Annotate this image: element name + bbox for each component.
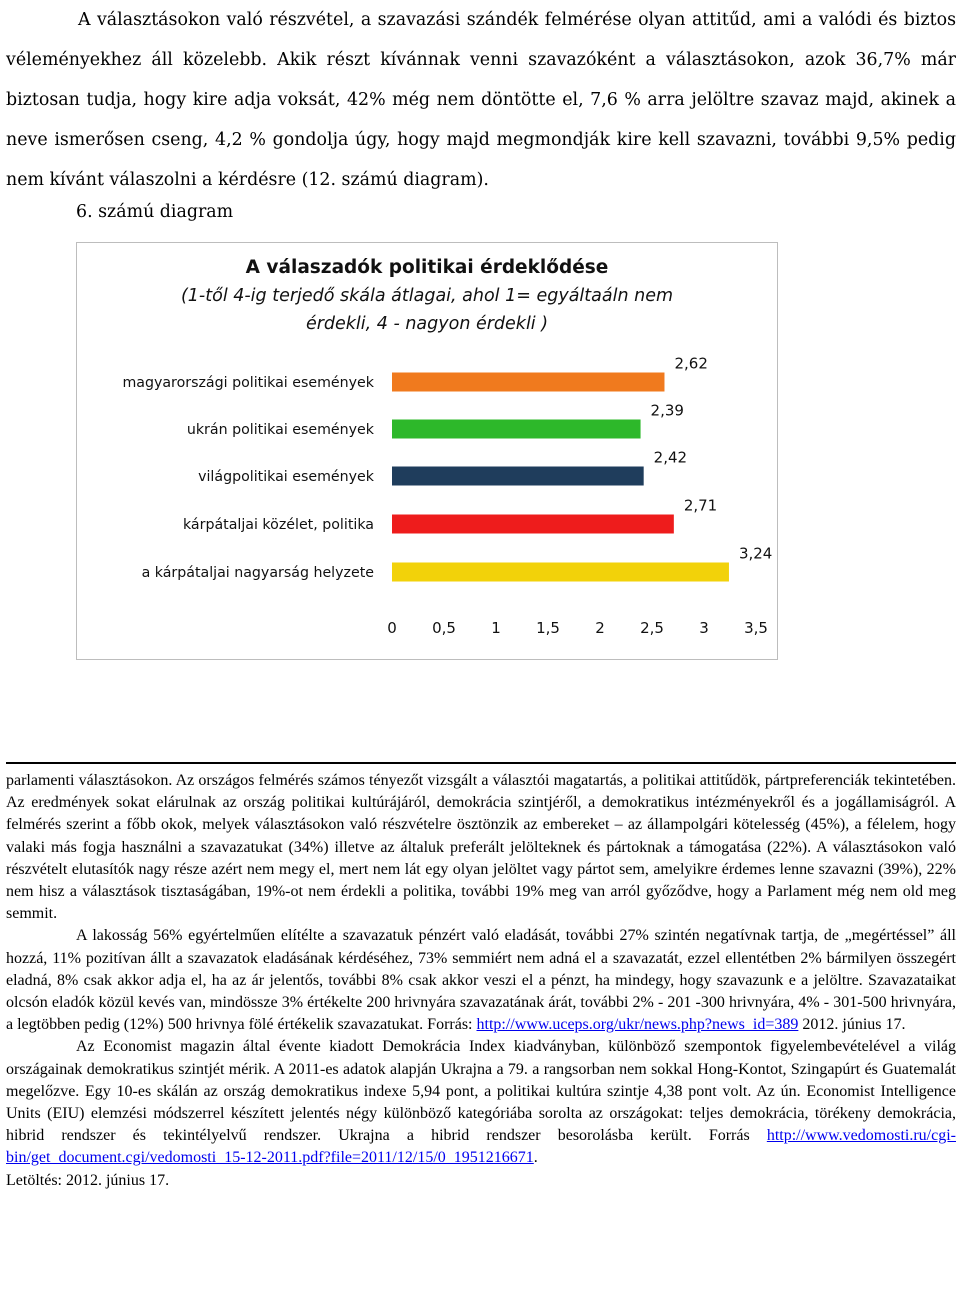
category-label: a kárpátaljai nagyarság helyzete — [141, 565, 374, 581]
source-link-vedomosti[interactable]: http://www.vedomosti.ru/cgi-bin/get_document.cgi/vedomosti_15-12-2011.pdf?file=2011/12/15/0_1951216671 — [6, 1127, 956, 1167]
footnote-rule — [6, 762, 956, 764]
x-tick-label: 3 — [699, 619, 709, 637]
democracy-index-text: Az Economist magazin által évente kiadott Demokrácia Index kiadványban, különböző szempontok figyelembevételével a világ országainak demokratikus szintjét mérik. A 2011-es adatok alapján Ukrajna a 79. a rangsorban nem sokkal Hong-Kontot, Szingapúrt és Guatemalát megelőzve. Egy 10-es skálán az ország demokratikus indexe 5,94 pont, a politikai kultúra szintje 4,38 pont volt. Az ún. Economist Intelligence Units (EIU) elemzési módszerrel készített jelentés négy különböző kategóriába sorolta az országokat: teljes demokrácia, törékeny demokrácia, hibrid rendszer és tekintélyelvű rendszer. Ukrajna a hibrid rendszer besorolásba került. Forrás — [6, 1038, 956, 1145]
category-label: kárpátaljai közélet, politika — [182, 517, 374, 533]
bar — [392, 373, 664, 392]
download-date: Letöltés: 2012. június 17. — [6, 1171, 170, 1189]
body-text — [6, 770, 956, 1192]
data-label: 2,39 — [650, 401, 684, 420]
link-period: . — [533, 1149, 538, 1167]
chart-title-line-3: érdekli, 4 - nagyon érdekli ) — [305, 314, 549, 334]
bar — [392, 563, 729, 582]
bar — [392, 515, 674, 534]
chart-title-line-2: (1-től 4-ig terjedő skála átlagai, ahol 1= egyáltaáln nem — [180, 286, 674, 306]
data-label: 2,42 — [653, 448, 688, 467]
category-label: magyarországi politikai események — [122, 375, 374, 391]
data-label: 2,62 — [674, 354, 708, 373]
x-tick-label: 0,5 — [432, 619, 456, 637]
interest-chart — [76, 242, 778, 660]
x-tick-label: 0 — [387, 619, 397, 637]
x-tick-label: 3,5 — [744, 619, 768, 637]
diagram-label: 6. számú diagram — [76, 202, 234, 222]
x-tick-label: 2,5 — [640, 619, 664, 637]
paragraph-participation: parlamenti választásokon. Az országos felmérés számos tényezőt vizsgált a választói magatartás, a politikai attitűdök, pártpreferenciák tekintetében. Az eredmények sokat elárulnak az ország politikai kultúrájáról, demokrácia szintjéről, a demokratikus intézményekről és a jogállamiságról. A felmérés szerint a főbb okok, melyek választásokon való részvételre ösztönzik az embereket – az állampolgári kötelesség (45%), a félelem, hogy valaki más fogja használni a szavazatukat (34%) illetve az általuk preferált jelölteknek és pártoknak a támogatása (22%). A választásokon való részvételt elutasítók nagy része azért nem megy el, mert nem lát egy olyan jelöltet vagy pártot sem, amelyikre érdemes lenne szavazni (39%), 22% nem hisz a választások tisztaságában, 19%-ot nem érdekli a politika, további 19% meg van arról győződve, hogy a Parlament még nem old meg semmit. — [6, 772, 956, 923]
category-label: ukrán politikai események — [186, 422, 374, 438]
x-tick-label: 1,5 — [536, 619, 560, 637]
chart-svg — [77, 243, 777, 659]
paragraph-democracy-index — [6, 1036, 956, 1169]
x-tick-label: 1 — [491, 619, 501, 637]
bar — [392, 467, 644, 486]
category-label: világpolitikai események — [198, 469, 374, 485]
data-label: 3,24 — [738, 544, 773, 563]
bar — [392, 420, 641, 439]
paragraph-vote-selling — [6, 925, 956, 1036]
source-link-uceps[interactable]: http://www.uceps.org/ukr/news.php?news_id=389 — [476, 1016, 799, 1034]
vote-selling-text: A lakosság 56% egyértelműen elítélte a szavazatuk pénzért való eladását, további 27% szintén negatívnak tartja, de „megértéssel” áll hozzá, 11% pozitívan állt a szavazatok eladásának kérdéséhez, 73% semmiért nem adná el a szavazatát, ezzel ellentétben 2% bármilyen összegért eladná, 8% csak akkor adja el, ha az ár jelentős, további 8% csak akkor veszi el a pénzt, ha mindegy, hogy szavazunk e a jelöltre. Szavazataikat olcsón eladók közül kevés van, mindössze 3% értékelte 200 hrivnyára szavazatának árát, további 2% - 201 -300 hrivnyára, 4% - 301-500 hrivnyára, a legtöbben pedig (12%) 500 hrivnya fölé értékelik szavazatukat. Forrás: — [6, 927, 956, 1034]
intro-text: A választásokon való részvétel, a szavazási szándék felmérése olyan attitűd, ami a valódi és biztos véleményekhez áll közelebb. Akik részt kívánnak venni szavazóként a választásokon, azok 36,7% már biztosan tudja, hogy kire adja voksát, 42% még nem döntötte el, 7,6 % arra jelöltre szavaz majd, akinek a neve ismerősen cseng, 4,2 % gondolja úgy, hogy majd megmondják kire kell szavazni, további 9,5% pedig nem kívánt válaszolni a kérdésre (12. számú diagram). — [6, 10, 956, 190]
intro-paragraph — [6, 0, 956, 200]
source-date: 2012. június 17. — [798, 1016, 906, 1034]
chart-title-line-1: A válaszadók politikai érdeklődése — [245, 257, 609, 278]
data-label: 2,71 — [683, 496, 718, 515]
x-tick-label: 2 — [595, 619, 605, 637]
